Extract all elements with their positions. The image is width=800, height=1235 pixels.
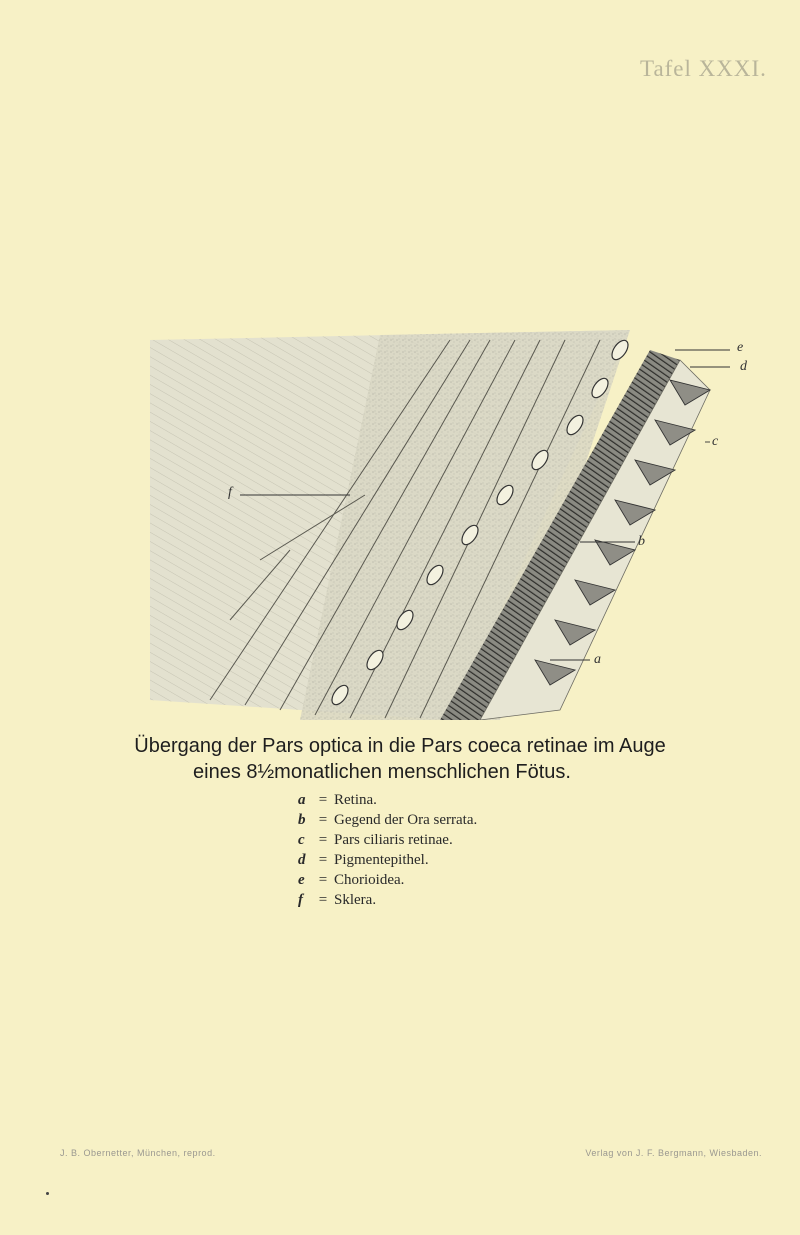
footer-publisher-credit: Verlag von J. F. Bergmann, Wiesbaden. (585, 1148, 762, 1158)
figure-label-a: a (594, 652, 601, 667)
legend-row (298, 790, 477, 810)
figure-label-b: b (638, 534, 645, 549)
legend-text: Retina. (334, 792, 377, 808)
legend-equals: = (318, 792, 328, 808)
caption-line-1: Übergang der Pars optica in die Pars coeca retinae im Auge (134, 735, 666, 757)
figure-label-e: e (737, 340, 744, 355)
legend-equals: = (318, 832, 328, 848)
legend-text: Chorioidea. (334, 872, 405, 888)
figure-caption (0, 733, 800, 785)
page-speck (46, 1192, 49, 1195)
legend-equals: = (318, 872, 328, 888)
legend-row (298, 890, 477, 910)
footer-reproduction-credit: J. B. Obernetter, München, reprod. (60, 1148, 216, 1158)
figure-label-d: d (740, 359, 747, 374)
legend-key: e (298, 872, 305, 888)
legend-row (298, 810, 477, 830)
legend-text: Pars ciliaris retinae. (334, 832, 453, 848)
legend-text: Gegend der Ora serrata. (334, 812, 478, 828)
legend-row (298, 830, 477, 850)
legend-key: f (298, 892, 303, 908)
legend-equals: = (318, 892, 328, 908)
plate-title: Tafel XXXI. (640, 56, 767, 81)
legend-equals: = (318, 852, 328, 868)
figure-label-c: c (712, 434, 719, 449)
figure-label-f: f (228, 485, 232, 500)
legend-key: c (298, 832, 305, 848)
legend-text: Sklera. (334, 892, 377, 908)
histology-figure (150, 320, 747, 720)
histology-illustration (150, 320, 730, 720)
legend-key: a (298, 792, 306, 808)
legend (298, 790, 477, 910)
caption-line-2: eines 8½monatlichen menschlichen Fötus. (193, 761, 571, 783)
legend-key: b (298, 812, 306, 828)
legend-row (298, 850, 477, 870)
legend-text: Pigmentepithel. (334, 852, 429, 868)
legend-equals: = (318, 812, 328, 828)
legend-key: d (298, 852, 306, 868)
legend-row (298, 870, 477, 890)
